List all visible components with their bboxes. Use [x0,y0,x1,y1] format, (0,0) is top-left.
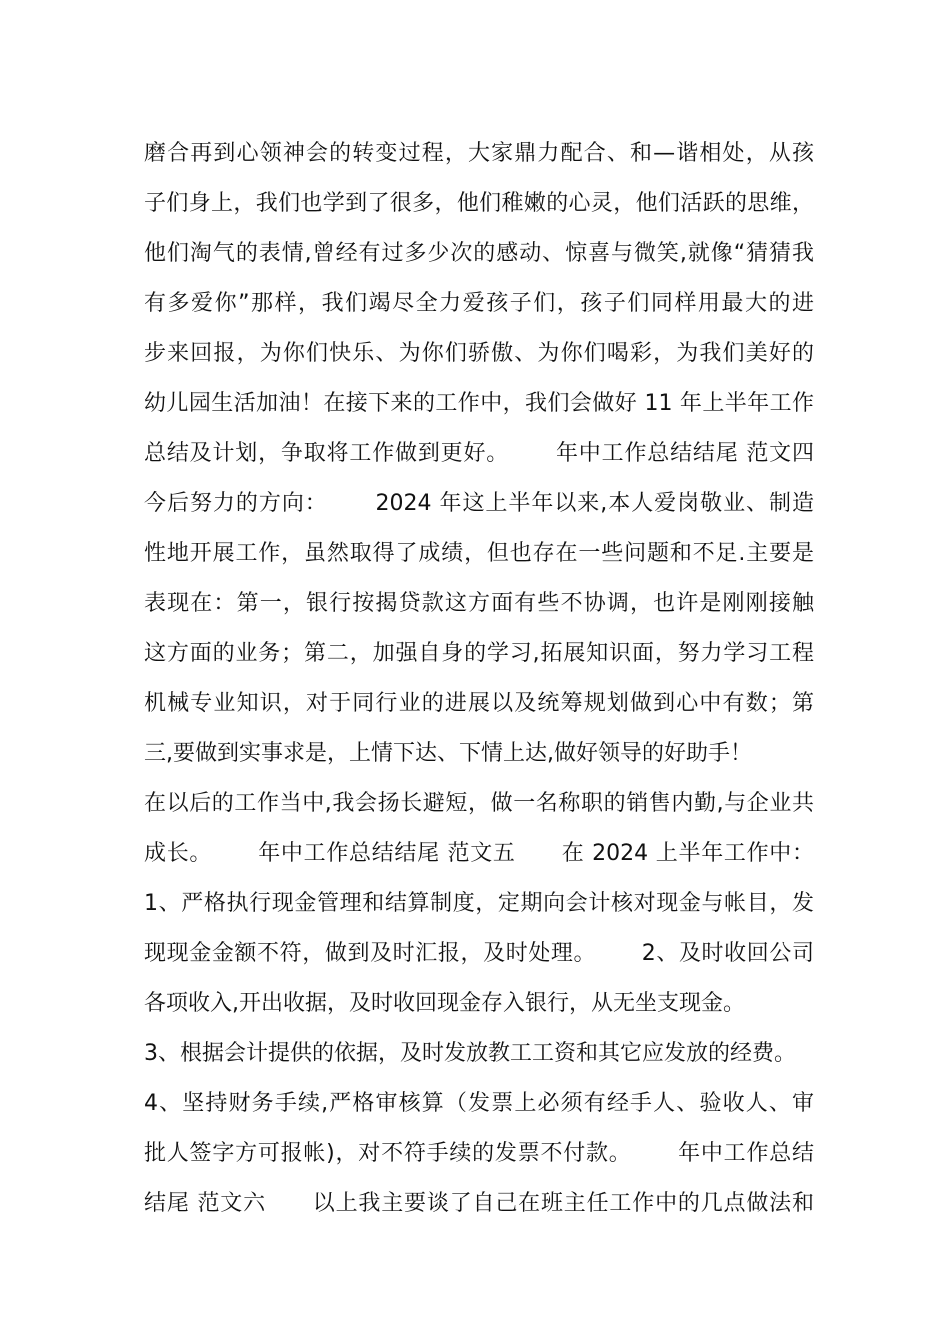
text-line: 表现在：第一，银行按揭贷款这方面有些不协调，也许是刚刚接触 [144,591,814,616]
text-line: 在以后的工作当中,我会扬长避短，做一名称职的销售内勤,与企业共 [144,791,814,816]
text-line: 3、根据会计提供的依据，及时发放教工工资和其它应发放的经费。 [144,1041,796,1066]
text-line: 1、严格执行现金管理和结算制度，定期向会计核对现金与帐目，发 [144,891,814,916]
text-line: 各项收入,开出收据，及时收回现金存入银行，从无坐支现金。 [144,991,745,1016]
text-line: 成长。 年中工作总结结尾 范文五 在 2024 上半年工作中： [144,841,814,866]
text-line: 结尾 范文六 以上我主要谈了自己在班主任工作中的几点做法和 [144,1191,814,1216]
text-line: 现现金金额不符，做到及时汇报，及时处理。 2、及时收回公司 [144,941,814,966]
text-line: 这方面的业务；第二，加强自身的学习,拓展知识面，努力学习工程 [144,641,814,666]
text-line: 批人签字方可报帐)，对不符手续的发票不付款。 年中工作总结 [144,1141,814,1166]
text-line: 有多爱你”那样，我们竭尽全力爱孩子们，孩子们同样用最大的进 [144,291,814,316]
body-text [144,129,814,1229]
text-line: 步来回报，为你们快乐、为你们骄傲、为你们喝彩，为我们美好的 [144,341,814,366]
text-line: 三,要做到实事求是，上情下达、下情上达,做好领导的好助手！ [144,741,752,766]
text-line: 性地开展工作，虽然取得了成绩，但也存在一些问题和不足.主要是 [144,541,814,566]
text-line: 磨合再到心领神会的转变过程，大家鼎力配合、和—谐相处，从孩 [144,141,814,166]
text-line: 4、坚持财务手续,严格审核算（发票上必须有经手人、验收人、审 [144,1091,814,1116]
text-line: 幼儿园生活加油！在接下来的工作中，我们会做好 11 年上半年工作 [144,391,814,416]
text-line: 子们身上，我们也学到了很多，他们稚嫩的心灵，他们活跃的思维， [144,191,814,216]
text-line: 他们淘气的表情,曾经有过多少次的感动、惊喜与微笑,就像“猜猜我 [144,241,814,266]
text-line: 机械专业知识，对于同行业的进展以及统筹规划做到心中有数；第 [144,691,814,716]
text-line: 今后努力的方向： 2024 年这上半年以来,本人爱岗敬业、制造 [144,491,814,516]
text-line: 总结及计划，争取将工作做到更好。 年中工作总结结尾 范文四 [144,441,814,466]
